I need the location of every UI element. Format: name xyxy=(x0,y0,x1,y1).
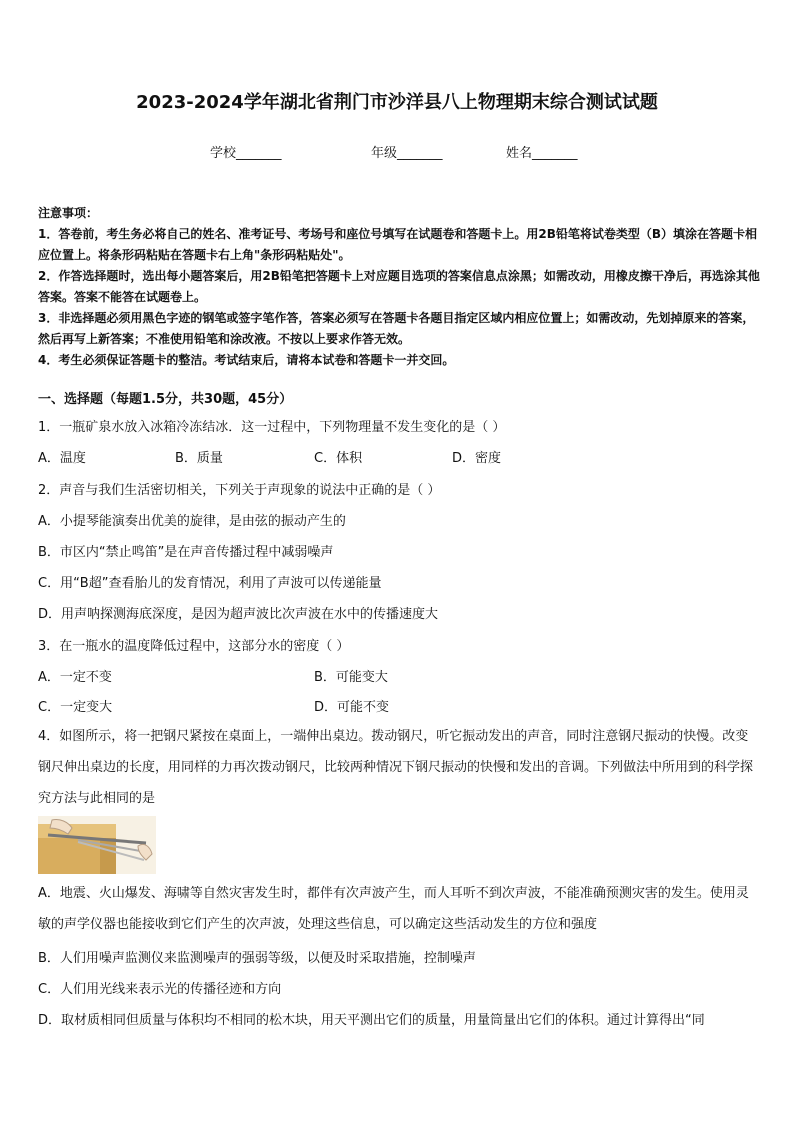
notes-heading: 注意事项： xyxy=(38,206,99,220)
q2-option-c: C．用“B超”查看胎儿的发育情况，利用了声波可以传递能量 xyxy=(38,576,382,591)
q1-option-a: A．温度 xyxy=(38,451,86,466)
name-field: 姓名_______ xyxy=(506,146,578,161)
q2-option-a: A．小提琴能演奏出优美的旋律，是由弦的振动产生的 xyxy=(38,514,346,529)
q4-option-c: C．人们用光线来表示光的传播径迹和方向 xyxy=(38,982,282,997)
section-heading: 一、选择题（每题1.5分，共30题，45分） xyxy=(38,392,293,407)
q4-option-d: D．取材质相同但质量与体积均不相同的松木块，用天平测出它们的质量，用量筒量出它们的体积。通过计算得出“同 xyxy=(38,1013,705,1028)
q3-option-a: A．一定不变 xyxy=(38,670,112,685)
q1-option-b: B．质量 xyxy=(175,451,223,466)
exam-notes xyxy=(38,203,760,371)
note-item: 4．考生必须保证答题卡的整洁。考试结束后，请将本试卷和答题卡一并交回。 xyxy=(38,353,455,367)
q4-option-b: B．人们用噪声监测仪来监测噪声的强弱等级，以便及时采取措施，控制噪声 xyxy=(38,951,476,966)
ruler-on-desk-figure xyxy=(38,816,156,874)
question-3-stem: 3．在一瓶水的温度降低过程中，这部分水的密度（ ） xyxy=(38,639,350,654)
q3-option-b: B．可能变大 xyxy=(314,670,388,685)
question-2-stem: 2．声音与我们生活密切相关，下列关于声现象的说法中正确的是（ ） xyxy=(38,483,441,498)
q2-option-b: B．市区内“禁止鸣笛”是在声音传播过程中减弱噪声 xyxy=(38,545,334,560)
q3-option-d: D．可能不变 xyxy=(314,700,390,715)
page-title: 2023-2024学年湖北省荆门市沙洋县八上物理期末综合测试试题 xyxy=(136,92,658,113)
question-4-stem: 4．如图所示，将一把钢尺紧按在桌面上，一端伸出桌边。拨动钢尺，听它振动发出的声音，同时注意钢尺振动的快慢。改变钢尺伸出桌边的长度，用同样的力再次拨动钢尺，比较两种情况下钢尺振动的快慢和发出的音调。下列做法中所用到的科学探究方法与此相同的是 xyxy=(38,729,754,806)
q3-option-c: C．一定变大 xyxy=(38,700,113,715)
school-field: 学校_______ xyxy=(210,146,282,161)
q1-option-c: C．体积 xyxy=(314,451,363,466)
q2-option-d: D．用声呐探测海底深度，是因为超声波比次声波在水中的传播速度大 xyxy=(38,607,439,622)
grade-field: 年级_______ xyxy=(371,146,443,161)
q4-option-a: A．地震、火山爆发、海啸等自然灾害发生时，都伴有次声波产生，而人耳听不到次声波，不能准确预测灾害的发生。使用灵敏的声学仪器也能接收到它们产生的次声波，处理这些信息，可以确定这些活动发生的方位和强度 xyxy=(38,886,749,932)
q1-option-d: D．密度 xyxy=(452,451,502,466)
note-item: 2．作答选择题时，选出每小题答案后，用2B铅笔把答题卡上对应题目选项的答案信息点涂黑；如需改动，用橡皮擦干净后，再选涂其他答案。答案不能答在试题卷上。 xyxy=(38,269,760,304)
note-item: 3．非选择题必须用黑色字迹的钢笔或签字笔作答，答案必须写在答题卡各题目指定区域内相应位置上；如需改动，先划掉原来的答案，然后再写上新答案；不准使用铅笔和涂改液。不按以上要求作答无效。 xyxy=(38,311,755,346)
note-item: 1．答卷前，考生务必将自己的姓名、准考证号、考场号和座位号填写在试题卷和答题卡上。用2B铅笔将试卷类型（B）填涂在答题卡相应位置上。将条形码粘贴在答题卡右上角"条形码粘贴处"。 xyxy=(38,227,757,262)
question-1-stem: 1．一瓶矿泉水放入冰箱冷冻结冰．这一过程中，下列物理量不发生变化的是（ ） xyxy=(38,420,506,435)
